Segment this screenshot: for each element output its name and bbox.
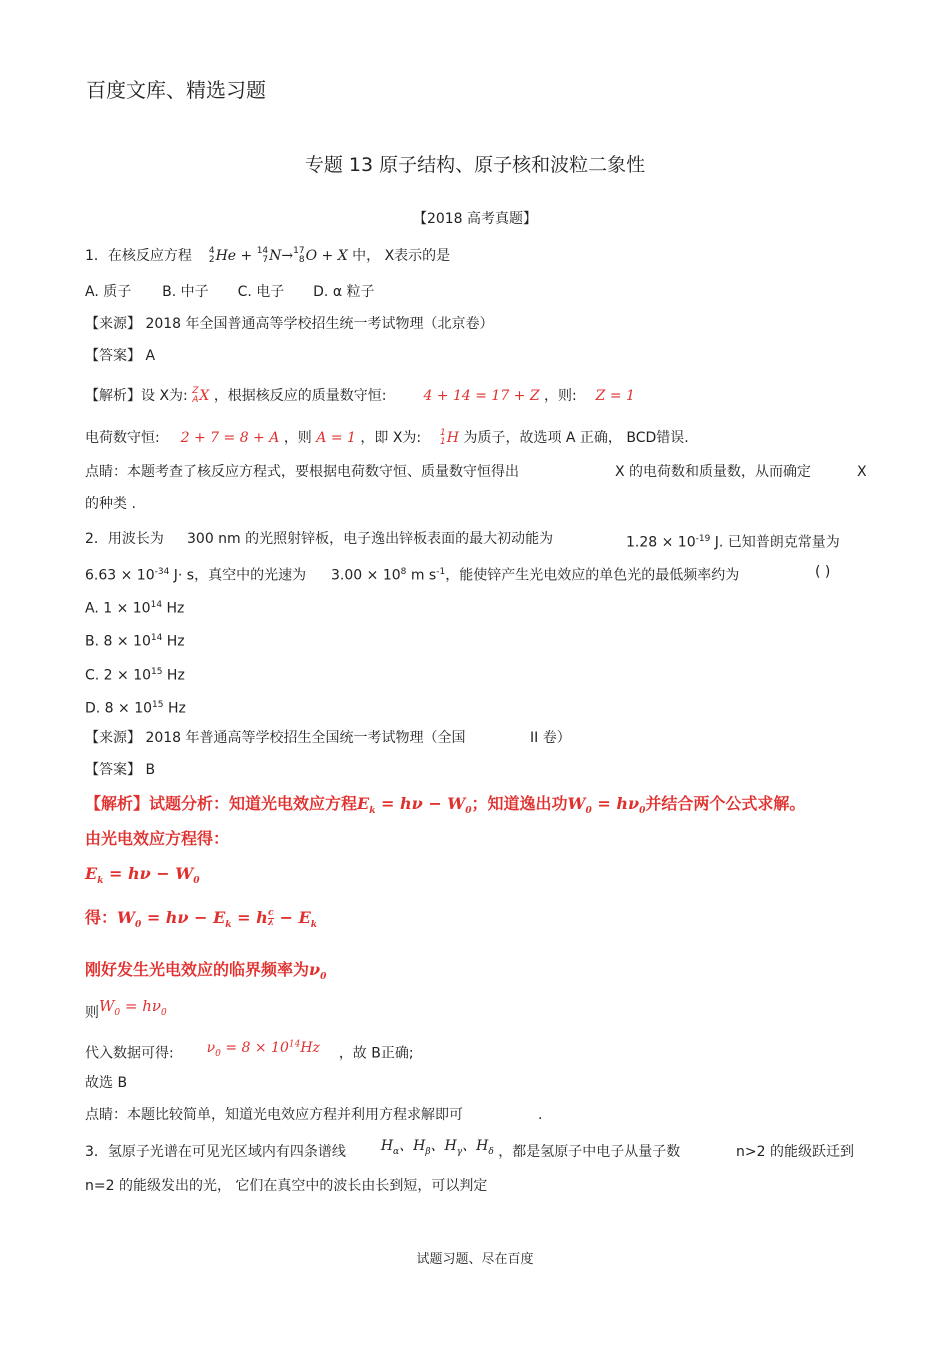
q2-note: 点睛：本题比较简单，知道光电效应方程并利用方程求解即可 . xyxy=(85,1107,543,1123)
q2-choose: 故选 B xyxy=(85,1075,128,1091)
q2-analysis-line4: 得：$W_0 = h\nu - E_k = h$ $\frac{c}{\lambda}$ − $E_k$ xyxy=(85,908,318,931)
mass-conservation-eq: 4 + 14 = 17 + Z xyxy=(423,388,540,404)
q2-analysis-line2: 由光电效应方程得： xyxy=(85,829,230,848)
page-footer: 试题习题、尽在百度 xyxy=(416,1252,534,1267)
q2-analysis-then: 则$W_0 = h\nu_0$ xyxy=(85,997,167,1021)
q1-stem-prefix: 1．在核反应方程 xyxy=(85,248,192,264)
q1-option-b: B. 中子 xyxy=(162,284,209,300)
q2-answer: 【答案】 B xyxy=(85,762,156,778)
q2-analysis-line3: $E_k = h\nu - W_0$ xyxy=(85,864,200,887)
q3-stem-line1: 3．氢原子光谱在可见光区域内有四条谱线 $H_\alpha$、$H_\beta$、$H_\gamma$、$H_\delta$ ，都是氢原子中电子从量子数 n>2 的能级跃迁到 xyxy=(85,1138,854,1160)
q2-analysis-line1: 【解析】试题分析：知道光电效应方程$E_k = h\nu - W_0$；知道逸出功$W_0 = h\nu_0$并结合两个公式求解。 xyxy=(85,794,806,817)
q1-note: 点睛：本题考查了核反应方程式，要根据电荷数守恒、质量数守恒得出 X 的电荷数和质量数，从而确定 X xyxy=(85,464,867,480)
q2-stem-line1: 2．用波长为 300 nm 的光照射锌板，电子逸出锌板表面的最大初动能为 $1.28 \times 10^{-19}$ J. 已知普朗克常量为 xyxy=(85,531,840,551)
q1-note-end: 的种类 . xyxy=(85,496,136,512)
page-title: 专题 13 原子结构、原子核和波粒二象性 xyxy=(304,154,646,176)
q1-option-a: A. 质子 xyxy=(85,284,132,300)
charge-conservation-eq: 2 + 7 = 8 + A xyxy=(180,430,280,446)
q2-source: 【来源】 2018 年普通高等学校招生全国统一考试物理（全国 II 卷） xyxy=(85,730,571,746)
q1-option-d: D. α 粒子 xyxy=(313,284,375,300)
q2-option-b: B. $8 \times 10^{14}$ Hz xyxy=(85,633,185,650)
q1-answer: 【答案】 A xyxy=(85,348,156,364)
q1-stem xyxy=(85,246,450,266)
q2-analysis-substitute: 代入数据可得: $\nu_0 = 8 \times 10^{14}Hz$ ，故 B正确; xyxy=(85,1039,414,1062)
q1-analysis-line2: 电荷数守恒: 2 + 7 = 8 + A ，则 A = 1 ，即 X为: 1 1 H 为质子，故选项 A 正确， BCD错误. xyxy=(85,428,689,447)
q2-option-c: C. $2 \times 10^{15}$ Hz xyxy=(85,667,185,684)
section-heading: 【2018 高考真题】 xyxy=(412,211,538,227)
q3-stem-line2: n=2 的能级发出的光， 它们在真空中的波长由长到短，可以判定 xyxy=(85,1178,488,1194)
spectral-lines: $H_\alpha$、$H_\beta$、$H_\gamma$、$H_\delta$ xyxy=(380,1138,494,1157)
q1-equation: 4 2 He + 14 7 N→ 17 8 O + X xyxy=(208,246,348,265)
a-value-eq: A = 1 xyxy=(316,430,356,446)
q1-options xyxy=(85,282,375,302)
q2-option-d: D. $8 \times 10^{15}$ Hz xyxy=(85,700,186,717)
z-value-eq: Z = 1 xyxy=(595,388,635,404)
q2-option-a: A. $1 \times 10^{14}$ Hz xyxy=(85,600,185,617)
q2-stem-line2: $6.63 \times 10^{-34}$ J· s，真空中的光速为 $3.00 \times 10^8$ m $s^{-1}$，能使锌产生光电效应的单色光的最低频率约为 ( ) xyxy=(85,564,831,584)
q2-analysis-line5: 刚好发生光电效应的临界频率为$\nu_0$ xyxy=(85,960,327,983)
q1-stem-suffix: 中， X表示的是 xyxy=(352,248,451,264)
header-title: 百度文库、精选习题 xyxy=(86,78,266,102)
q1-option-c: C. 电子 xyxy=(237,284,285,300)
q1-analysis-line1: 【解析】设 X为: Z A X ，根据核反应的质量数守恒: 4 + 14 = 17 + Z ，则: Z = 1 xyxy=(85,386,635,405)
q1-source: 【来源】 2018 年全国普通高等学校招生统一考试物理（北京卷） xyxy=(85,316,494,332)
